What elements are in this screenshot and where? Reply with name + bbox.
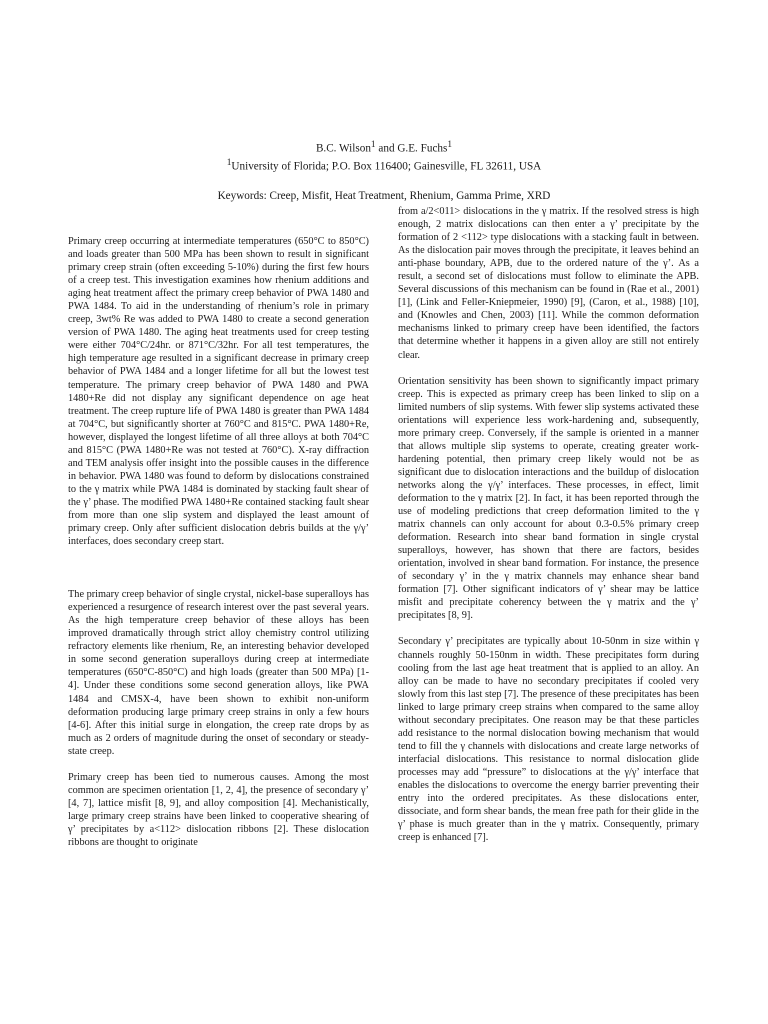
author-affiliation-mark: 1: [370, 140, 376, 150]
keywords-line: Keywords: Creep, Misfit, Heat Treatment, Rhenium, Gamma Prime, XRD: [217, 190, 551, 203]
body-paragraph-1: from a/2<011> dislocations in the γ matrix. If the resolved stress is high enough, 2 matrix dislocations can then enter a γ’ precipitate by the formation of 2 <112> type dislocations with a stacking fault in between. As the dislocation pair moves through the precipitate, it leaves behind an anti-phase boundary, APB, due to the ordered nature of the γ’. As a result, a second set of dislocations must follow to eliminate the APB. Several discussions of this mechanism can be found in (Rae et al., 2001) [1], (Link and Feller-Kniepmeier, 1990) [9], (Caron, et al., 1988) [10], and (Knowles and Chen, 2003) [11]. While the common deformation mechanisms linked to primary creep have been identified, the factors that determine whether it happens in a given alloy are still not entirely clear.: [398, 206, 699, 361]
affiliation-line: [0, 156, 768, 174]
left-column: [68, 235, 369, 849]
author-names-part1: B.C. Wilson: [315, 142, 371, 155]
affiliation-text: University of Florida; P.O. Box 116400; Gainesville, FL 32611, USA: [231, 160, 542, 173]
affiliation-mark: 1: [226, 157, 232, 168]
abstract-paragraph: Primary creep occurring at intermediate temperatures (650°C to 850°C) and loads greater than 500 MPa has been shown to result in significant primary creep strain (often exceeding 5-10%) during the first few hours of a creep test. This investigation examines how rhenium additions and aging heat treatment affect the primary creep behavior of PWA 1480 and PWA 1484. To aid in the understanding of rhenium’s role in primary creep, 3wt% Re was added to PWA 1480 to create a second generation version of PWA 1480. The aging heat treatments used for creep testing were either 704°C/24hr. or 871°C/32hr. For all test temperatures, the high temperature age resulted in a significant decrease in primary creep behavior of PWA 1484 and a longer lifetime for all but the lowest test temperature. The primary creep behavior of PWA 1480 and PWA 1480+Re did not display any significant dependence on age heat treatment. The creep rupture life of PWA 1480 is greater than PWA 1484 at 704°C, but significantly shorter at 760°C and 815°C. PWA 1480+Re, however, displayed the longest lifetime of all three alloys at both 704°C and 815°C (PWA 1480+Re was not tested at 760°C). X-ray diffraction and TEM analysis offer insight into the possible causes in the difference in behavior. PWA 1480 was found to deform by dislocations constrained to the γ matrix while PWA 1484 is dominated by stacking fault shear of the γ’ phase. The modified PWA 1480+Re contained stacking fault shear from more than one slip system and displayed the least amount of primary creep. Only after sufficient dislocation debris builds at the γ/γ’ interfaces, does secondary creep start.: [68, 236, 369, 548]
intro-paragraph-2: Primary creep has been tied to numerous causes. Among the most common are specimen orientation [1, 2, 4], the presence of secondary γ’ [4, 7], lattice misfit [8, 9], and alloy composition [4]. Mechanistically, large primary creep strains have been linked to cooperative shearing of γ’ precipitates by a<112> dislocation ribbons [2]. These dislocation ribbons are thought to originate: [68, 771, 369, 848]
author-affiliation-mark: 1: [447, 140, 453, 150]
right-column: [398, 205, 699, 844]
paragraph-spacer: [398, 362, 699, 375]
body-paragraph-2: Orientation sensitivity has been shown to significantly impact primary creep. This is expected as primary creep has been linked to slip on a limited numbers of slip systems. With fewer slip systems activated these orientations will experience less work-hardening and, subsequently, more primary creep. Conversely, if the sample is oriented in a manner that allows multiple slip systems to operate, creating greater work-hardening potential, then primary creep likely would not be as significant due to dislocation interactions and the buildup of dislocation networks along the γ/γ’ interfaces. These processes, in effect, limit deformation to the γ matrix [2]. In fact, it has been reported through the use of modeling predictions that creep deformation limited to the γ matrix channels can only account for about 0.3-0.5% primary creep deformation. Research into shear band formation in single crystal superalloys, however, has shown that there are factors, besides orientation, involved in shear band formation. For instance, the presence of secondary γ’ in the γ matrix channels may enhance shear band formation [7]. Other significant indicators of γ’ shear may be lattice misfit and precipitate coherency between the γ matrix and the γ’ precipitates [8, 9].: [398, 375, 699, 622]
authors-line: [0, 138, 768, 156]
body-paragraph-3: Secondary γ’ precipitates are typically about 10-50nm in size within γ channels roughly 50-150nm in width. These precipitates form during cooling from the last age heat treatment that is applied to an alloy. An alloy can be made to have no secondary precipitates if cooled very slowly from this last step [7]. The presence of these precipitates has been linked to large primary creep strains when compared to the same alloy without secondary precipitates. One reason may be that these particles add resistance to the normal dislocation bowing mechanism that would tend to fill the γ channels with dislocations and create large networks of interfacial dislocations. This resistance to normal dislocation glide processes may add “pressure” to dislocations at the γ/γ’ interface that enables the dislocations to overcome the energy barrier preventing their entry into the ordered precipitates. As these dislocations enter, dissociate, and form shear bands, the mean free path for their glide in the γ’ phase is much greater than in the γ matrix. Consequently, primary creep is enhanced [7].: [398, 636, 699, 844]
paragraph-spacer: [68, 758, 369, 771]
author-names-part2: and G.E. Fuchs: [375, 142, 448, 155]
section-spacer: [68, 548, 369, 588]
paragraph-spacer: [398, 622, 699, 635]
paper-header: [0, 138, 768, 203]
intro-paragraph-1: The primary creep behavior of single crystal, nickel-base superalloys has experienced a resurgence of research interest over the past several years. As the high temperature creep behavior of these alloys has been improved dramatically through strict alloy chemistry control utilizing refractory elements like rhenium, Re, an interesting behavior developed in some second generation superalloys during creep at intermediate temperatures (650°C-850°C) and high loads (greater than 500 MPa) [1-4]. Under these conditions some second generation alloys, like PWA 1484 and CMSX-4, have been shown to exhibit non-uniform deformation producing large primary creep strains in only a few hours [4-6]. After this initial surge in elongation, the creep rate drops by as much as 2 orders of magnitude during the onset of secondary or steady-state creep.: [68, 589, 369, 757]
